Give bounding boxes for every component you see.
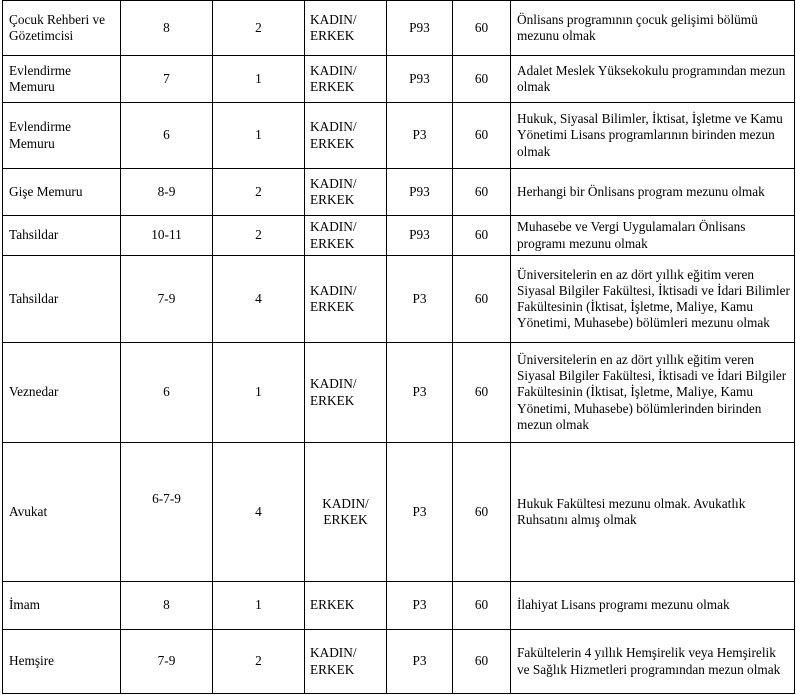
position-title-cell: Veznedar — [3, 343, 121, 443]
table-row — [3, 343, 795, 443]
grade-cell: 7-9 — [121, 630, 213, 694]
score-type-cell: P3 — [387, 256, 453, 343]
table-row — [3, 256, 795, 343]
score-type-cell: P93 — [387, 56, 453, 103]
grade-cell: 7 — [121, 56, 213, 103]
grade-cell: 8 — [121, 582, 213, 630]
score-type-cell: P3 — [387, 103, 453, 169]
positions-table — [2, 0, 795, 694]
qualification-cell: Muhasebe ve Vergi Uygulamaları Önlisans programı mezunu olmak — [511, 216, 795, 256]
qualification-cell: Hukuk, Siyasal Bilimler, İktisat, İşletme ve Kamu Yönetimi Lisans programlarının birinden mezun olmak — [511, 103, 795, 169]
score-type-cell: P93 — [387, 1, 453, 56]
score-cell: 60 — [453, 216, 511, 256]
qualification-cell: Herhangi bir Önlisans program mezunu olmak — [511, 169, 795, 216]
score-cell: 60 — [453, 169, 511, 216]
count-cell: 4 — [213, 256, 305, 343]
grade-cell: 8-9 — [121, 169, 213, 216]
gender-cell: KADIN/ ERKEK — [305, 56, 387, 103]
count-cell: 4 — [213, 443, 305, 582]
table-row — [3, 443, 795, 582]
score-cell: 60 — [453, 582, 511, 630]
gender-cell: KADIN/ ERKEK — [305, 630, 387, 694]
count-cell: 2 — [213, 630, 305, 694]
position-title-cell: Gişe Memuru — [3, 169, 121, 216]
score-type-cell: P93 — [387, 169, 453, 216]
position-title-cell: Çocuk Rehberi ve Gözetimcisi — [3, 1, 121, 56]
qualification-cell: Üniversitelerin en az dört yıllık eğitim veren Siyasal Bilgiler Fakültesi, İktisadi ve İdari Bilgiler Fakültesinin (İktisat, İşletme, Maliye, Kamu Yönetimi, Muhasebe) bölümlerinden birinden mezun olmak — [511, 343, 795, 443]
gender-cell: KADIN/ ERKEK — [305, 169, 387, 216]
position-title-cell: Avukat — [3, 443, 121, 582]
score-cell: 60 — [453, 630, 511, 694]
position-title-cell: Tahsildar — [3, 256, 121, 343]
count-cell: 2 — [213, 1, 305, 56]
gender-cell: KADIN/ ERKEK — [305, 1, 387, 56]
table-body — [3, 1, 795, 694]
grade-cell: 6 — [121, 103, 213, 169]
gender-cell: ERKEK — [305, 582, 387, 630]
count-cell: 1 — [213, 582, 305, 630]
table-row — [3, 216, 795, 256]
table-row — [3, 169, 795, 216]
score-type-cell: P3 — [387, 443, 453, 582]
qualification-cell: Hukuk Fakültesi mezunu olmak. Avukatlık Ruhsatını almış olmak — [511, 443, 795, 582]
grade-cell: 6 — [121, 343, 213, 443]
position-title-cell: İmam — [3, 582, 121, 630]
score-cell: 60 — [453, 1, 511, 56]
gender-cell: KADIN/ ERKEK — [305, 103, 387, 169]
position-title-cell: Tahsildar — [3, 216, 121, 256]
score-cell: 60 — [453, 343, 511, 443]
score-type-cell: P3 — [387, 343, 453, 443]
score-type-cell: P93 — [387, 216, 453, 256]
score-type-cell: P3 — [387, 630, 453, 694]
qualification-cell: Fakültelerin 4 yıllık Hemşirelik veya Hemşirelik ve Sağlık Hizmetleri programından mezun olmak — [511, 630, 795, 694]
position-title-cell: Evlendirme Memuru — [3, 56, 121, 103]
table-row — [3, 582, 795, 630]
table-row — [3, 56, 795, 103]
position-title-cell: Evlendirme Memuru — [3, 103, 121, 169]
qualification-cell: İlahiyat Lisans programı mezunu olmak — [511, 582, 795, 630]
grade-cell: 6-7-9 — [121, 443, 213, 582]
gender-cell: KADIN/ ERKEK — [305, 443, 387, 582]
gender-cell: KADIN/ ERKEK — [305, 343, 387, 443]
score-cell: 60 — [453, 256, 511, 343]
score-cell: 60 — [453, 56, 511, 103]
score-cell: 60 — [453, 103, 511, 169]
table-row — [3, 1, 795, 56]
grade-cell: 10-11 — [121, 216, 213, 256]
count-cell: 2 — [213, 216, 305, 256]
table-row — [3, 103, 795, 169]
qualification-cell: Önlisans programının çocuk gelişimi bölümü mezunu olmak — [511, 1, 795, 56]
score-type-cell: P3 — [387, 582, 453, 630]
table-row — [3, 630, 795, 694]
gender-cell: KADIN/ ERKEK — [305, 216, 387, 256]
count-cell: 2 — [213, 169, 305, 216]
position-title-cell: Hemşire — [3, 630, 121, 694]
qualification-cell: Üniversitelerin en az dört yıllık eğitim veren Siyasal Bilgiler Fakültesi, İktisadi ve İdari Bilimler Fakültesinin (İktisat, İşletme, Maliye, Kamu Yönetimi, Muhasebe) bölümleri mezunu olmak — [511, 256, 795, 343]
score-cell: 60 — [453, 443, 511, 582]
qualification-cell: Adalet Meslek Yüksekokulu programından mezun olmak — [511, 56, 795, 103]
count-cell: 1 — [213, 343, 305, 443]
grade-cell: 8 — [121, 1, 213, 56]
count-cell: 1 — [213, 103, 305, 169]
count-cell: 1 — [213, 56, 305, 103]
grade-cell: 7-9 — [121, 256, 213, 343]
gender-cell: KADIN/ ERKEK — [305, 256, 387, 343]
